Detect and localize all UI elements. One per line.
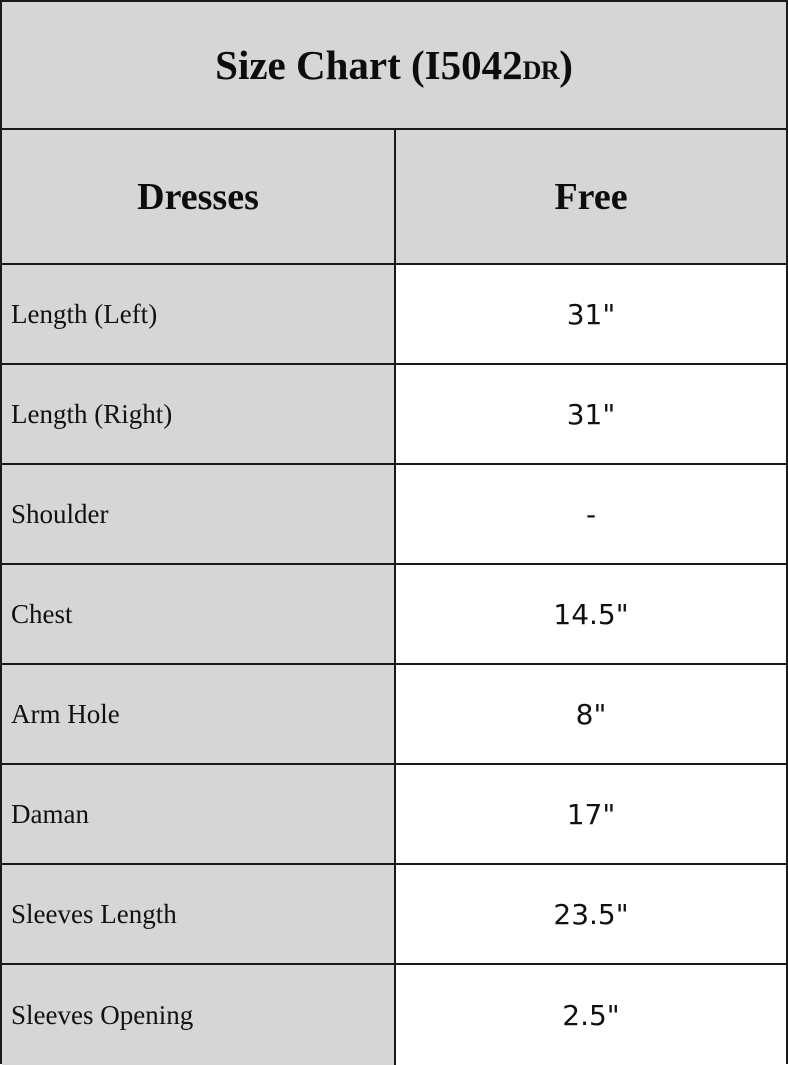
table-body (2, 265, 786, 1065)
table-row (2, 465, 786, 565)
row-label: Length (Right) (2, 365, 396, 463)
row-label: Arm Hole (2, 665, 396, 763)
row-label: Length (Left) (2, 265, 396, 363)
chart-title-row (2, 2, 786, 130)
row-value: 31" (396, 365, 786, 463)
table-row (2, 765, 786, 865)
table-row (2, 265, 786, 365)
row-value: 31" (396, 265, 786, 363)
row-value: - (396, 465, 786, 563)
page-title (215, 41, 573, 89)
row-value: 2.5" (396, 965, 786, 1065)
header-cell-size (396, 130, 786, 263)
title-main: Size Chart (I5042 (215, 42, 523, 88)
row-value: 8" (396, 665, 786, 763)
row-label: Sleeves Length (2, 865, 396, 963)
title-close: ) (559, 42, 573, 88)
row-label: Shoulder (2, 465, 396, 563)
header-label-category: Dresses (137, 175, 259, 218)
header-cell-category (2, 130, 396, 263)
table-header-row (2, 130, 786, 265)
row-label: Daman (2, 765, 396, 863)
table-row (2, 365, 786, 465)
row-value: 23.5" (396, 865, 786, 963)
table-row (2, 665, 786, 765)
row-value: 17" (396, 765, 786, 863)
title-code: DR (522, 56, 560, 85)
row-value: 14.5" (396, 565, 786, 663)
row-label: Chest (2, 565, 396, 663)
table-row (2, 565, 786, 665)
table-row (2, 965, 786, 1065)
header-label-size: Free (554, 175, 628, 218)
row-label: Sleeves Opening (2, 965, 396, 1065)
table-row (2, 865, 786, 965)
